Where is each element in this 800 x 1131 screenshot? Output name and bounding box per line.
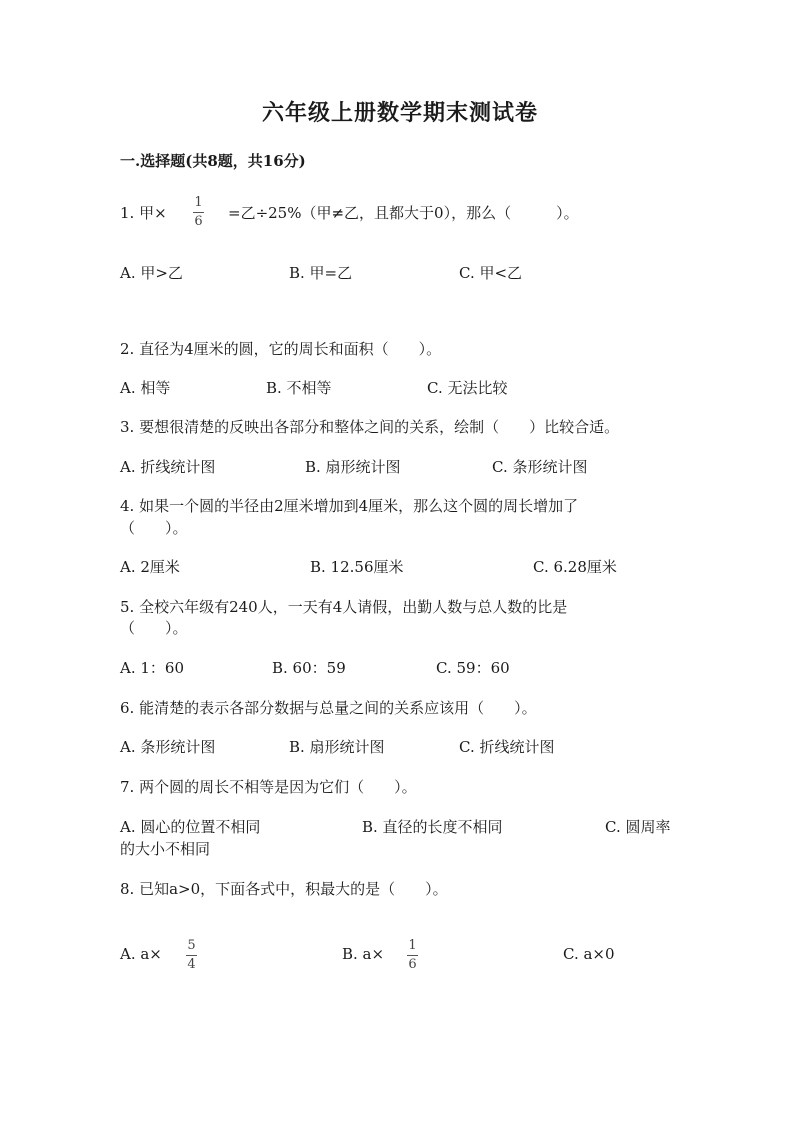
question-1-stem-pre: 1. 甲× xyxy=(120,204,167,222)
question-4-stem-line1: 4. 如果一个圆的半径由2厘米增加到4厘米，那么这个圆的周长增加了 xyxy=(120,497,579,515)
question-2-option-c[interactable]: C. 无法比较 xyxy=(427,379,508,397)
question-8-option-c[interactable]: C. a×0 xyxy=(563,945,615,963)
question-3-option-a[interactable]: A. 折线统计图 xyxy=(120,458,216,476)
page-title: 六年级上册数学期末测试卷 xyxy=(261,100,538,126)
question-6-option-b[interactable]: B. 扇形统计图 xyxy=(289,738,385,756)
question-8-stem: 8. 已知a>0，下面各式中，积最大的是（ ）。 xyxy=(120,880,448,898)
question-5-stem-line2: （ ）。 xyxy=(120,619,188,637)
question-7-option-a[interactable]: A. 圆心的位置不相同 xyxy=(120,818,261,836)
question-8-option-a[interactable]: A. a× xyxy=(120,945,162,963)
fraction-denominator: 6 xyxy=(194,214,203,229)
question-1-option-c[interactable]: C. 甲<乙 xyxy=(459,264,523,282)
question-1-stem-post: =乙÷25%（甲≠乙，且都大于0），那么（ ）。 xyxy=(228,204,579,222)
question-6-option-c[interactable]: C. 折线统计图 xyxy=(459,738,555,756)
question-2-option-b[interactable]: B. 不相等 xyxy=(266,379,332,397)
question-2-option-a[interactable]: A. 相等 xyxy=(120,379,171,397)
fraction-bar xyxy=(407,955,418,956)
question-7-option-c-continued: 的大小不相同 xyxy=(120,840,211,858)
fraction-numerator: 5 xyxy=(187,938,196,953)
question-1-option-a[interactable]: A. 甲>乙 xyxy=(120,264,183,282)
question-6-option-a[interactable]: A. 条形统计图 xyxy=(120,738,216,756)
question-3-option-b[interactable]: B. 扇形统计图 xyxy=(305,458,401,476)
question-7-stem: 7. 两个圆的周长不相等是因为它们（ ）。 xyxy=(120,778,417,796)
fraction-denominator: 6 xyxy=(408,957,417,972)
question-4-option-b[interactable]: B. 12.56厘米 xyxy=(310,558,404,576)
question-8-option-a-fraction xyxy=(186,939,197,972)
fraction-numerator: 1 xyxy=(408,938,417,953)
fraction-numerator: 1 xyxy=(194,195,203,210)
fraction-bar xyxy=(186,955,197,956)
question-8-option-b[interactable]: B. a× xyxy=(342,945,385,963)
question-3-stem: 3. 要想很清楚的反映出各部分和整体之间的关系，绘制（ ）比较合适。 xyxy=(120,418,620,436)
question-6-stem: 6. 能清楚的表示各部分数据与总量之间的关系应该用（ ）。 xyxy=(120,699,537,717)
question-4-option-c[interactable]: C. 6.28厘米 xyxy=(533,558,617,576)
fraction-bar xyxy=(193,212,204,213)
question-5-option-a[interactable]: A. 1：60 xyxy=(120,659,184,677)
question-3-option-c[interactable]: C. 条形统计图 xyxy=(492,458,588,476)
section-heading: 一.选择题(共8题，共16分) xyxy=(120,152,306,170)
question-7-option-c[interactable]: C. 圆周率 xyxy=(605,818,671,836)
question-2-stem: 2. 直径为4厘米的圆，它的周长和面积（ ）。 xyxy=(120,340,442,358)
fraction-denominator: 4 xyxy=(187,957,196,972)
question-1-fraction xyxy=(193,196,204,229)
question-4-stem-line2: （ ）。 xyxy=(120,519,188,537)
question-4-option-a[interactable]: A. 2厘米 xyxy=(120,558,180,576)
question-5-option-b[interactable]: B. 60：59 xyxy=(272,659,346,677)
question-5-option-c[interactable]: C. 59：60 xyxy=(436,659,510,677)
question-5-stem-line1: 5. 全校六年级有240人，一天有4人请假，出勤人数与总人数的比是 xyxy=(120,598,568,616)
question-7-option-b[interactable]: B. 直径的长度不相同 xyxy=(362,818,503,836)
question-1-option-b[interactable]: B. 甲=乙 xyxy=(289,264,353,282)
question-8-option-b-fraction xyxy=(407,939,418,972)
